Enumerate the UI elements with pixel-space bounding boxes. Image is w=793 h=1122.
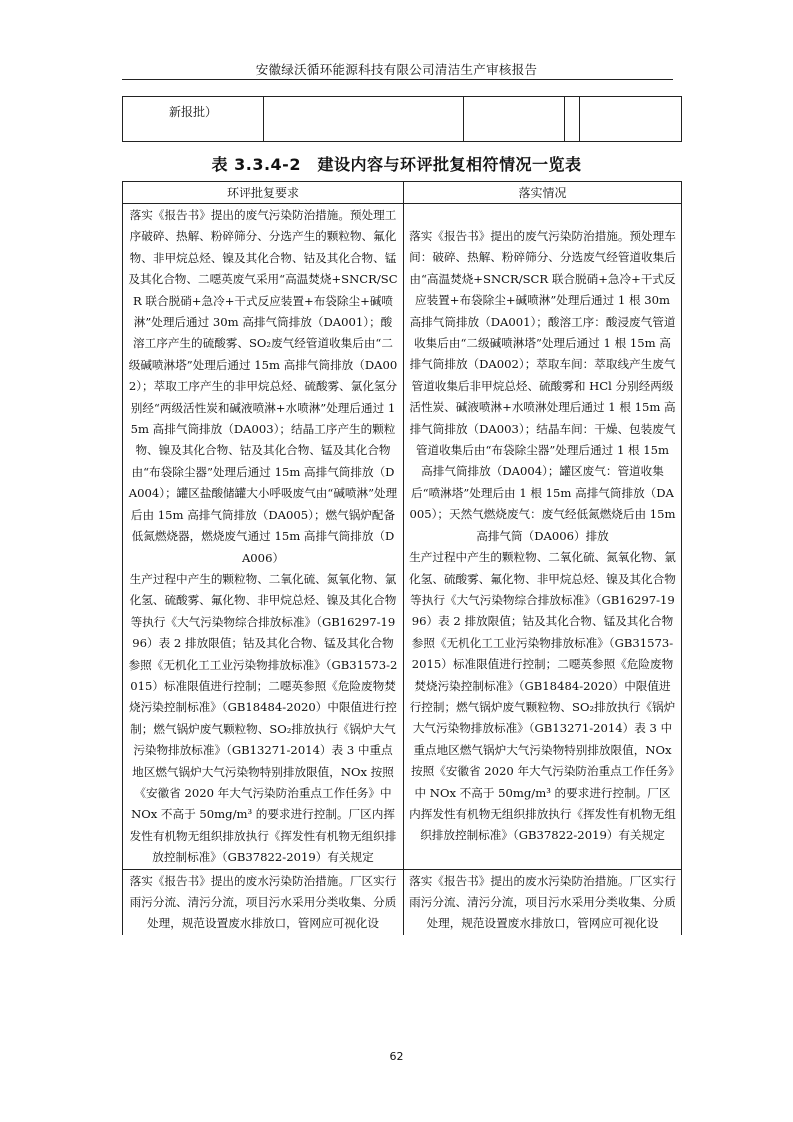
table-cell — [565, 97, 580, 142]
table-cell: 新报批） — [123, 97, 264, 142]
table-header-row — [123, 182, 682, 204]
table-cell — [464, 97, 565, 142]
compliance-table — [122, 181, 682, 935]
column-header-implementation: 落实情况 — [404, 182, 682, 204]
table-cell — [580, 97, 682, 142]
column-header-requirement: 环评批复要求 — [123, 182, 404, 204]
requirement-cell: 落实《报告书》提出的废气污染防治措施。预处理工序破碎、热解、粉碎筛分、分选产生的颗粒物、氟化物、非甲烷总烃、镍及其化合物、钴及其化合物、锰及其化合物、二噁英废气采用“高温焚烧+SNCR/SCR 联合脱硝+急冷+干式反应装置+布袋除尘+碱喷淋”处理后通过 30m 高排气筒排放（DA001）；酸溶工序产生的硫酸雾、SO₂废气经管道收集后由“二级碱喷淋塔”处理后通过 15m 高排气筒排放（DA002）；萃取工序产生的非甲烷总烃、硫酸雾、氯化氢分别经“两级活性炭和碱液喷淋+水喷淋”处理后通过 15m 高排气筒排放（DA003）；结晶工序产生的颗粒物、镍及其化合物、钴及其化合物、锰及其化合物由“布袋除尘器”处理后通过 15m 高排气筒排放（DA004）；罐区盐酸储罐大小呼吸废气由“碱喷淋”处理后由 15m 高排气筒排放（DA005）；燃气锅炉配备低氮燃烧器，燃烧废气通过 15m 高排气筒排放（DA006） 生产过程中产生的颗粒物、二氧化硫、氮氧化物、氯化氢、硫酸雾、氟化物、非甲烷总烃、镍及其化合物等执行《大气污染物综合排放标准》（GB16297-1996）表 2 排放限值；钴及其化合物、锰及其化合物参照《无机化工工业污染物排放标准》（GB31573-2015）标准限值进行控制；二噁英参照《危险废物焚烧污染控制标准》（GB18484-2020）中限值进行控制；燃气锅炉废气颗粒物、SO₂排放执行《锅炉大气污染物排放标准》（GB13271-2014）表 3 中重点地区燃气锅炉大气污染物特别排放限值，NOx 按照《安徽省 2020 年大气污染防治重点工作任务》中 NOx 不高于 50mg/m³ 的要求进行控制。厂区内挥发性有机物无组织排放执行《挥发性有机物无组织排放控制标准》（GB37822-2019）有关规定 — [123, 204, 404, 870]
requirement-cell: 落实《报告书》提出的废水污染防治措施。厂区实行雨污分流、清污分流，项目污水采用分类收集、分质处理，规范设置废水排放口，管网应可视化设 — [123, 869, 404, 935]
header-rule — [122, 79, 673, 80]
table-cell — [264, 97, 464, 142]
implementation-cell: 落实《报告书》提出的废水污染防治措施。厂区实行雨污分流、清污分流，项目污水采用分类收集、分质处理，规范设置废水排放口，管网应可视化设 — [404, 869, 682, 935]
table-row — [123, 204, 682, 870]
implementation-cell: 落实《报告书》提出的废气污染防治措施。预处理车间：破碎、热解、粉碎筛分、分选废气经管道收集后由“高温焚烧+SNCR/SCR 联合脱硝+急冷+干式反应装置+布袋除尘+碱喷淋”处理后通过 1 根 30m 高排气筒排放（DA001）；酸溶工序：酸浸废气管道收集后由“二级碱喷淋塔”处理后通过 1 根 15m 高排气筒排放（DA002）；萃取车间：萃取线产生废气管道收集后非甲烷总烃、硫酸雾和 HCl 分别经两级活性炭、碱液喷淋+水喷淋处理后通过 1 根 15m 高排气筒排放（DA003）；结晶车间：干燥、包装废气管道收集后由“布袋除尘器”处理后通过 1 根 15m 高排气筒排放（DA004）；罐区废气：管道收集后“喷淋塔”处理后由 1 根 15m 高排气筒排放（DA005）；天然气燃烧废气：废气经低氮燃烧后由 15m 高排气筒（DA006）排放 生产过程中产生的颗粒物、二氧化硫、氮氧化物、氯化氢、硫酸雾、氟化物、非甲烷总烃、镍及其化合物等执行《大气污染物综合排放标准》（GB16297-1996）表 2 排放限值；钴及其化合物、锰及其化合物参照《无机化工工业污染物排放标准》（GB31573-2015）标准限值进行控制；二噁英参照《危险废物焚烧污染控制标准》（GB18484-2020）中限值进行控制；燃气锅炉废气颗粒物、SO₂排放执行《锅炉大气污染物排放标准》（GB13271-2014）表 3 中重点地区燃气锅炉大气污染物特别排放限值，NOx 按照《安徽省 2020 年大气污染防治重点工作任务》中 NOx 不高于 50mg/m³ 的要求进行控制。厂区内挥发性有机物无组织排放执行《挥发性有机物无组织排放控制标准》（GB37822-2019）有关规定 — [404, 204, 682, 870]
table-row — [123, 869, 682, 935]
page-number: 62 — [389, 1050, 404, 1063]
document-header-title: 安徽绿沃循环能源科技有限公司清洁生产审核报告 — [255, 62, 538, 77]
continued-table-fragment — [122, 96, 682, 142]
table-caption: 表 3.3.4-2 建设内容与环评批复相符情况一览表 — [211, 155, 582, 174]
table-row — [123, 97, 682, 142]
